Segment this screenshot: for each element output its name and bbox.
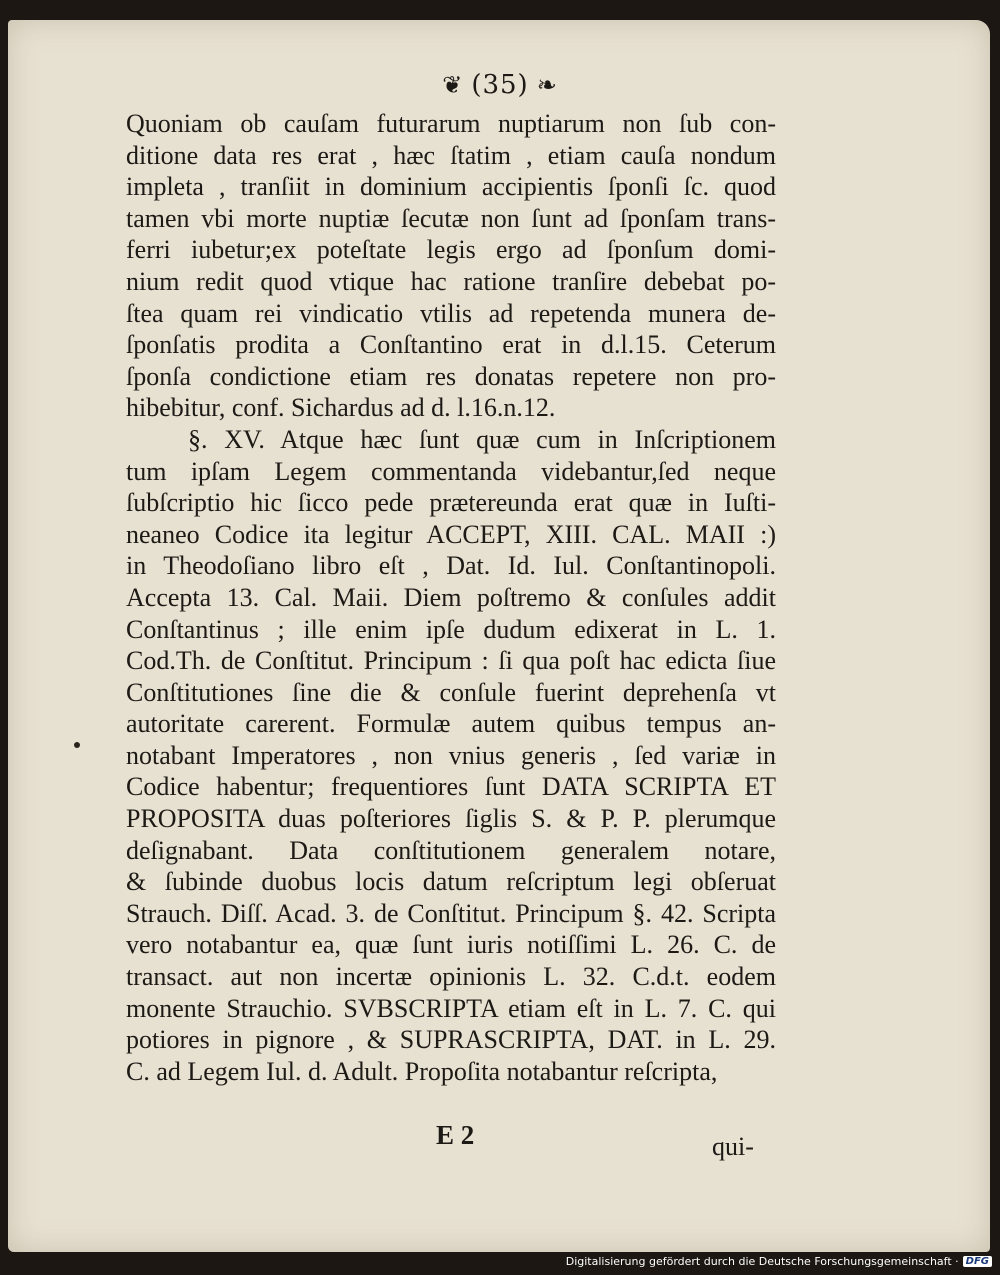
text-line: §. XV. Atque hæc ſunt quæ cum in Inſcriptionem [188, 424, 776, 454]
text-line: C. ad Legem Iul. d. Adult. Propoſita notabantur reſcripta, [126, 1056, 718, 1086]
text-line: in Theodoſiano libro eſt , Dat. Id. Iul. Conſtantinopoli. [126, 551, 776, 581]
text-line: impleta , tranſiit in dominium accipientis ſponſi ſc. quod [126, 172, 776, 202]
dfg-logo: DFG [963, 1256, 992, 1267]
signature-mark: E 2 [436, 1120, 475, 1150]
text-line: tamen vbi morte nuptiæ ſecutæ non ſunt ad ſponſam trans- [126, 203, 776, 233]
ornament-right-icon: ❧ [536, 71, 558, 99]
text-line: ditione data res erat , hæc ſtatim , etiam cauſa nondum [126, 140, 776, 170]
text-line: monente Strauchio. SVBSCRIPTA etiam eſt in L. 7. C. qui [126, 993, 776, 1023]
text-line: Strauch. Diſſ. Acad. 3. de Conſtitut. Principum §. 42. Scripta [126, 898, 776, 928]
text-line: Conſtitutiones ſine die & conſule fuerint deprehenſa vt [126, 677, 776, 707]
text-line: Codice habentur; frequentiores ſunt DATA SCRIPTA ET [126, 772, 776, 802]
text-line: nium redit quod vtique hac ratione tranſire debebat po- [126, 266, 776, 296]
page-header [0, 70, 1000, 100]
text-line: PROPOSITA duas poſteriores ſiglis S. & P. P. plerumque [126, 804, 776, 834]
margin-mark [74, 742, 80, 748]
text-line: ſubſcriptio hic ſicco pede prætereunda erat quæ in Iuſti- [126, 488, 776, 518]
footer-credit [566, 1253, 992, 1269]
text-line: tum ipſam Legem commentanda videbantur,ſed neque [126, 456, 776, 486]
text-line: hibebitur, conf. Sichardus ad d. l.16.n.12. [126, 393, 556, 423]
ornament-left-icon: ❦ [442, 71, 464, 99]
text-line: notabant Imperatores , non vnius generis , ſed variæ in [126, 740, 776, 770]
text-line: potiores in pignore , & SUPRASCRIPTA, DAT. in L. 29. [126, 1025, 776, 1055]
page-number: (35) [471, 70, 529, 100]
text-line: transact. aut non incertæ opinionis L. 32. C.d.t. eodem [126, 962, 776, 992]
text-line: Conſtantinus ; ille enim ipſe dudum edixerat in L. 1. [126, 614, 776, 644]
text-line: ſtea quam rei vindicatio vtilis ad repetenda munera de- [126, 298, 776, 328]
text-line: & ſubinde duobus locis datum reſcriptum legi obſeruat [126, 867, 776, 897]
text-line: Cod.Th. de Conſtitut. Principum : ſi qua poſt hac edicta ſiue [126, 646, 776, 676]
body-text [126, 108, 776, 1087]
text-line: autoritate carerent. Formulæ autem quibus tempus an- [126, 709, 776, 739]
text-line: ferri iubetur;ex poteſtate legis ergo ad ſponſum domi- [126, 235, 776, 265]
text-line: ſponſatis prodita a Conſtantino erat in d.l.15. Ceterum [126, 330, 776, 360]
text-line: neaneo Codice ita legitur ACCEPT, XIII. CAL. MAII :) [126, 519, 776, 549]
catchword: qui- [712, 1132, 754, 1161]
text-line: Quoniam ob cauſam futurarum nuptiarum non ſub con- [126, 109, 776, 138]
text-line: vero notabantur ea, quæ ſunt iuris notiſſimi L. 26. C. de [126, 930, 776, 960]
text-line: Accepta 13. Cal. Maii. Diem poſtremo & conſules addit [126, 582, 776, 612]
footer-text: Digitalisierung gefördert durch die Deutsche Forschungsgemeinschaft · [565, 1254, 959, 1268]
text-line: deſignabant. Data conſtitutionem generalem notare, [126, 835, 776, 865]
text-line: ſponſa condictione etiam res donatas repetere non pro- [126, 361, 776, 391]
